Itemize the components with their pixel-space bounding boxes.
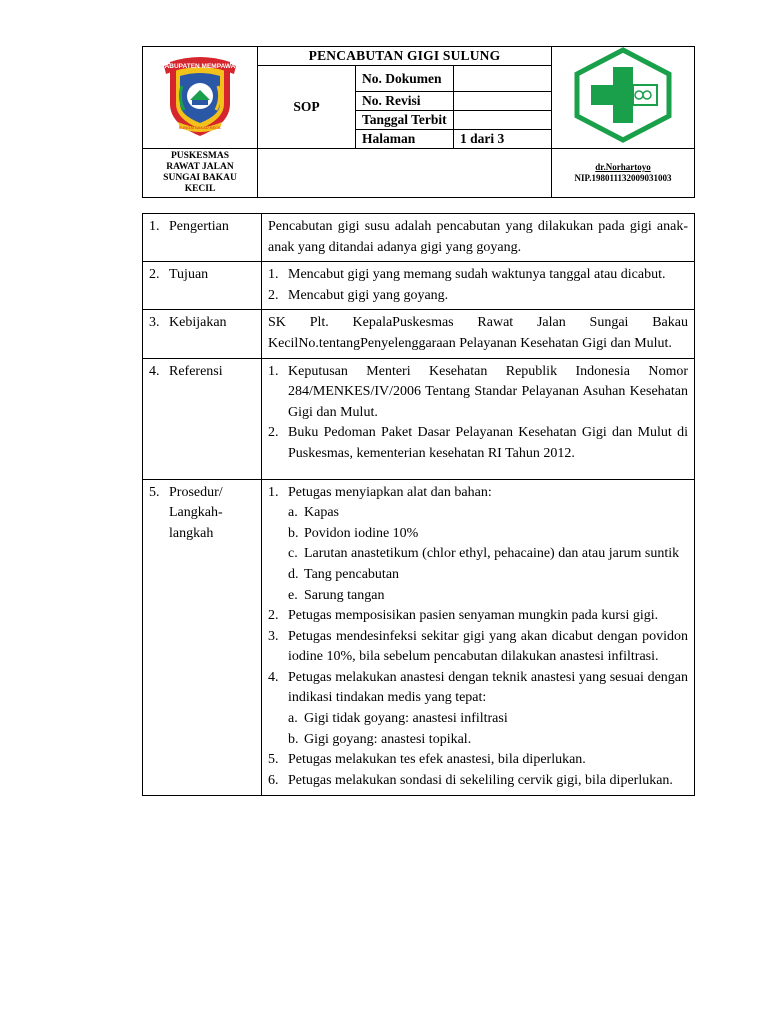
item-number: 3. <box>268 628 279 644</box>
revision-label: No. Revisi <box>356 92 454 111</box>
section-number: 3. <box>149 315 160 331</box>
item-number: 1. <box>268 363 279 379</box>
item-number: 1. <box>268 267 279 283</box>
item-number: 5. <box>268 752 279 768</box>
procedure-step <box>268 483 688 504</box>
puskesmas-logo-icon <box>569 47 677 143</box>
sub-item-letter: d. <box>288 566 299 582</box>
kabupaten-crest-icon <box>158 52 242 138</box>
item-number: 6. <box>268 772 279 788</box>
section-number: 5. <box>149 484 160 500</box>
header-blank-cell <box>258 149 552 198</box>
section-label <box>169 483 223 545</box>
puskesmas-logo-cell <box>552 47 695 149</box>
section-row-tujuan <box>143 262 695 310</box>
institution-line: RAWAT JALAN <box>166 162 234 172</box>
section-label: Kebijakan <box>169 315 227 331</box>
item-text: Keputusan Menteri Kesehatan Republik Indonesia Nomor 284/MENKES/IV/2006 Tentang Standar Pelayanan Asuhan Kesehatan Gigi dan Mulut. <box>288 363 688 420</box>
section-label-cell <box>143 479 262 796</box>
sub-item-letter: a. <box>288 505 298 521</box>
sub-item-text: Gigi goyang: anastesi topikal. <box>304 731 472 747</box>
sub-item-letter: c. <box>288 546 298 562</box>
section-row-prosedur <box>143 479 695 796</box>
list-item <box>268 265 688 286</box>
section-label-line: langkah <box>169 525 214 541</box>
section-content-cell <box>262 262 695 310</box>
section-content-cell <box>262 310 695 358</box>
section-content-cell <box>262 358 695 479</box>
section-label-line: Langkah- <box>169 505 223 521</box>
institution-line: SUNGAI BAKAU <box>163 173 237 183</box>
sub-item-letter: e. <box>288 587 298 603</box>
sub-item <box>268 524 688 545</box>
doc-number-label: No. Dokumen <box>356 66 454 92</box>
sub-item <box>268 709 688 730</box>
sub-item-letter: b. <box>288 525 299 541</box>
item-number: 1. <box>268 484 279 500</box>
sub-item-letter: a. <box>288 711 298 727</box>
sub-item-letter: b. <box>288 731 299 747</box>
kebijakan-text: SK Plt. KepalaPuskesmas Rawat Jalan Sungai Bakau KecilNo.tentangPenyelenggaraan Pelayanan Kesehatan Gigi dan Mulut. <box>268 315 688 351</box>
list-item <box>268 423 688 464</box>
section-number: 1. <box>149 219 160 234</box>
sub-item <box>268 503 688 524</box>
document-title: PENCABUTAN GIGI SULUNG <box>258 47 552 66</box>
svg-text:KABUPATEN MEMPAWAH: KABUPATEN MEMPAWAH <box>159 63 241 70</box>
item-text: Petugas melakukan tes efek anastesi, bila diperlukan. <box>288 752 586 768</box>
page-value: 1 dari 3 <box>454 130 552 149</box>
item-text: Mencabut gigi yang goyang. <box>288 287 449 303</box>
item-number: 4. <box>268 669 279 685</box>
institution-line: KECIL <box>184 184 216 194</box>
procedure-step <box>268 750 688 771</box>
item-text: Petugas melakukan anastesi dengan teknik anastesi yang sesuai dengan indikasi tindakan medis yang tepat: <box>288 669 688 706</box>
list-item <box>268 362 688 424</box>
section-number: 4. <box>149 363 160 379</box>
section-label-cell <box>143 310 262 358</box>
section-label-cell <box>143 358 262 479</box>
sub-item <box>268 586 688 607</box>
sop-content-table <box>142 213 695 796</box>
list-item <box>268 286 688 307</box>
sub-item <box>268 565 688 586</box>
institution-name <box>143 149 258 198</box>
issue-date-label: Tanggal Terbit <box>356 111 454 130</box>
signer-name: dr.Norhartoyo <box>595 162 651 172</box>
item-text: Petugas melakukan sondasi di sekeliling cervik gigi, bila diperlukan. <box>288 772 673 788</box>
revision-value <box>454 92 552 111</box>
sub-item-text: Kapas <box>304 505 339 521</box>
item-number: 2. <box>268 608 279 624</box>
section-label-line: Prosedur/ <box>169 484 223 500</box>
kabupaten-logo-cell <box>143 47 258 149</box>
procedure-step <box>268 606 688 627</box>
section-row-pengertian <box>143 214 695 262</box>
institution-line: PUSKESMAS <box>170 151 230 161</box>
sub-item-text: Tang pencabutan <box>304 566 400 582</box>
section-label: Pengertian <box>169 219 229 234</box>
section-number: 2. <box>149 267 160 283</box>
sub-item-text: Povidon iodine 10% <box>304 525 419 541</box>
item-text: Petugas mendesinfeksi sekitar gigi yang akan dicabut dengan povidon iodine 10%, bila sebelum pencabutan dilakukan anastesi infiltrasi. <box>288 628 688 665</box>
signer-block <box>552 149 695 198</box>
section-label: Tujuan <box>169 267 209 283</box>
page-label: Halaman <box>356 130 454 149</box>
procedure-step <box>268 668 688 709</box>
sop-header-table <box>142 46 695 198</box>
issue-date-value <box>454 111 552 130</box>
sop-label: SOP <box>258 66 356 149</box>
sub-item-text: Gigi tidak goyang: anastesi infiltrasi <box>304 711 508 727</box>
sub-item <box>268 730 688 751</box>
procedure-step <box>268 771 688 792</box>
section-row-kebijakan <box>143 310 695 358</box>
sub-item <box>268 544 688 565</box>
item-text: Buku Pedoman Paket Dasar Pelayanan Kesehatan Gigi dan Mulut di Puskesmas, kementerian kesehatan RI Tahun 2012. <box>288 425 688 461</box>
item-text: Petugas menyiapkan alat dan bahan: <box>288 484 492 500</box>
section-label-cell <box>143 262 262 310</box>
item-number: 2. <box>268 425 279 441</box>
section-row-referensi <box>143 358 695 479</box>
doc-number-value <box>454 66 552 92</box>
item-text: Mencabut gigi yang memang sudah waktunya tanggal atau dicabut. <box>288 267 666 283</box>
section-label: Referensi <box>169 363 223 379</box>
item-text: Petugas memposisikan pasien senyaman mungkin pada kursi gigi. <box>288 608 659 624</box>
section-content-cell <box>262 479 695 796</box>
procedure-step <box>268 627 688 668</box>
sub-item-text: Sarung tangan <box>304 587 385 603</box>
section-content-cell <box>262 214 695 262</box>
item-number: 2. <box>268 287 279 303</box>
svg-text:SUNGAI BAKAU KECIL: SUNGAI BAKAU KECIL <box>178 125 222 130</box>
section-label-cell <box>143 214 262 262</box>
signer-nip: NIP.198011132009031003 <box>574 173 672 183</box>
pengertian-text: Pencabutan gigi susu adalah pencabutan yang dilakukan pada gigi anak-anak yang ditandai adanya gigi yang goyang. <box>268 219 688 255</box>
sub-item-text: Larutan anastetikum (chlor ethyl, pehacaine) dan atau jarum suntik <box>304 546 680 562</box>
